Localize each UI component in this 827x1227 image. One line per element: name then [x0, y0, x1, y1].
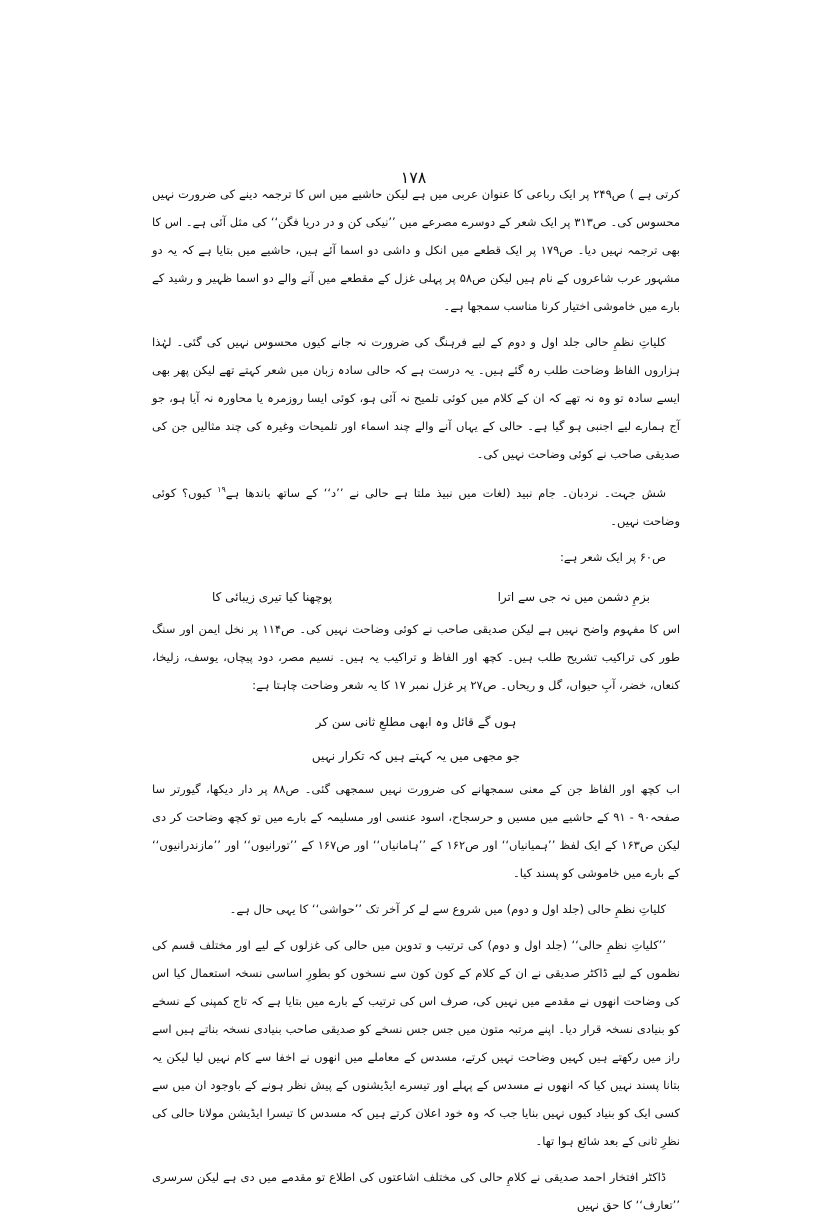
paragraph-3: [152, 476, 680, 535]
paragraph-2: کلیاتِ نظمِ حالی جلد اول و دوم کے لیے فرہنگ کی ضرورت نہ جانے کیوں محسوس نہیں کی گئی۔ لہٰذا ہزاروں الفاظ وضاحت طلب رہ گئے ہیں۔ یہ درست ہے کہ حالی سادہ زبان میں شعر کہتے تھے لیکن پھر بھی ایسے سادہ تو وہ نہ تھے کہ ان کے کلام میں کوئی تلمیح نہ آئی ہو، کوئی ایسا روزمرہ یا محاورہ نہ آیا ہو، جو آج ہمارے لیے اجنبی ہو گیا ہے۔ حالی کے یہاں آنے والے چند اسماء اور تلمیحات وغیرہ کی چند مثالیں جن کی صدیقی صاحب نے کوئی وضاحت نہیں کی۔: [152, 335, 680, 461]
paragraph-1: کرتی ہے ) ص۲۴۹ پر ایک رباعی کا عنوان عربی میں ہے لیکن حاشیے میں اس کا ترجمہ دینے کی ضرورت نہیں محسوس کی۔ ص۳۱۳ پر ایک شعر کے دوسرے مصرعے میں ’’نیکی کن و در دریا فگن‘‘ کی مثل آئی ہے۔ اس کا بھی ترجمہ نہیں دیا۔ ص۱۷۹ پر ایک قطعے میں انکل و داشی دو اسما آئے ہیں، حاشیے میں بتایا ہے کہ یہ دو مشہور عرب شاعروں کے نام ہیں لیکن ص۵۸ پر پہلی غزل کے مقطعے میں آنے والے دو اسما ظہیر و رشید کے بارے میں خاموشی اختیار کرنا مناسب سمجھا ہے۔: [152, 187, 681, 313]
verse-2-first-line: ہوں گے قائل وہ ابھی مطلعِ ثانی سن کر: [315, 714, 517, 729]
verse-couplet-1: [152, 579, 680, 611]
paragraph-9: ڈاکٹر افتخار احمد صدیقی نے کلامِ حالی کی مختلف اشاعتوں کی اطلاع تو مقدمے میں دی ہے لیکن سرسری ’’تعارف‘‘ کا حق نہیں: [152, 1169, 680, 1212]
verse-1-second-line: پوچھنا کیا تیری زیبائی کا: [212, 589, 333, 604]
footnote-marker: ۱۹: [217, 485, 226, 494]
paragraph-3-tail: کیوں؟ کوئی وضاحت نہیں۔: [152, 485, 680, 528]
verse-1-first-line: بزمِ دشمن میں نہ جی سے اترا: [497, 589, 650, 604]
verse-couplet-2: [152, 707, 680, 771]
paragraph-4: ص۶۰ پر ایک شعر ہے:: [559, 549, 666, 564]
verse-2-second-line: جو مجھی میں یہ کہتے ہیں کہ تکرار نہیں: [311, 748, 521, 763]
paragraph-8: ’’کلیاتِ نظمِ حالی‘‘ (جلد اول و دوم) کی ترتیب و تدوین میں حالی کی غزلوں کے لیے اور مختلف قسم کی نظموں کے لیے ڈاکٹر صدیقی نے ان کے کلام کے کون کون سے نسخوں کو بطورِ اساسی نسخہ استعمال کیا اس کی وضاحت انھوں نے مقدمے میں نہیں کی، صرف اس کی ترتیب کے بارے میں بتایا ہے کہ تاج کمپنی کے نسخے کو بنیادی نسخہ قرار دیا۔ اپنے مرتبہ متون میں جس جس نسخے کو صدیقی صاحب بنیادی نسخہ بناتے ہیں اسے راز میں رکھتے ہیں کہیں وضاحت نہیں کرتے، مسدس کے معاملے میں انھوں نے اخفا سے کام نہیں لیا لیکن یہ بتانا پسند نہیں کیا کہ انھوں نے مسدس کے پہلے اور تیسرے ایڈیشنوں کے پیش نظر ہونے کے باوجود ان میں سے کسی ایک کو بنیاد کیوں نہیں بنایا جب کہ وہ خود اعلان کرتے ہیں کہ مسدس کا تیسرا ایڈیشن مولانا حالی کی نظرِ ثانی کے بعد شائع ہوا تھا۔: [152, 937, 680, 1148]
paragraph-6: اب کچھ اور الفاظ جن کے معنی سمجھانے کی ضرورت نہیں سمجھی گئی۔ ص۸۸ پر دار دیکھا، گیورتر سا صفحہ۹۰ - ۹۱ کے حاشیے میں مسیں و حرسجاح، اسود عنسی اور مسلیمہ کے بارے میں تو کچھ وضاحت کر دی لیکن ص۱۶۳ کے ایک لفظ ’’ہمیانیاں‘‘ اور ص۱۶۲ کے ’’ہامانیاں‘‘ اور ص۱۶۷ کے ’’تورانیوں‘‘ اور ’’مازندرانیوں‘‘ کے بارے میں خاموشی کو پسند کیا۔: [152, 781, 680, 880]
paragraph-3-text: شش جہت۔ نردبان۔ جام نبید (لغات میں نبیذ ملتا ہے حالی نے ’’د‘‘ کے ساتھ باندھا ہے: [225, 485, 666, 500]
page-number: ۱۷۸: [400, 168, 427, 187]
paragraph-5: اس کا مفہوم واضح نہیں ہے لیکن صدیقی صاحب نے کوئی وضاحت نہیں کی۔ ص۱۱۴ پر نخل ایمن اور سنگ طور کی تراکیب تشریح طلب ہیں۔ کچھ اور الفاظ و تراکیب یہ ہیں۔ نسیم مصر، دود پیچاں، یوسف، زلیخا، کنعاں، خضر، آبِ حیواں، گل و ریحاں۔ ص۲۷ پر غزل نمبر ۱۷ کا یہ شعر وضاحت چاہتا ہے:: [152, 621, 681, 692]
paragraph-7: کلیاتِ نظمِ حالی (جلد اول و دوم) میں شروع سے لے کر آخر تک ’’حواشی‘‘ کا یہی حال ہے۔: [229, 901, 666, 916]
body-text: [152, 180, 680, 1227]
